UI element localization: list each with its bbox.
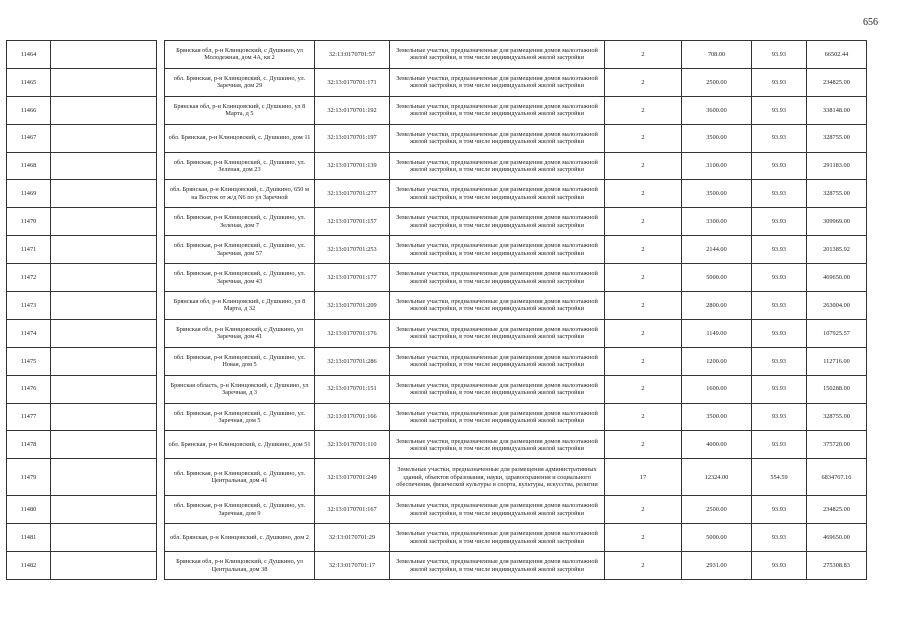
area-cell: 1149.00 — [682, 319, 752, 347]
area-cell: 2500.00 — [682, 68, 752, 96]
blank-cell — [51, 180, 157, 208]
land-category-cell: Земельные участки, предназначенные для размещения домов малоэтажной жилой застройки, в том числе индивидуальной жилой застройки — [390, 552, 605, 580]
group-cell: 2 — [605, 68, 682, 96]
table-row — [7, 264, 867, 292]
gap-cell — [157, 496, 165, 524]
rate-cell: 93.93 — [752, 124, 807, 152]
gap-cell — [157, 459, 165, 496]
cadastral-value-cell: 150288.00 — [807, 375, 867, 403]
cadastral-number-cell: 32:13:0170701:139 — [315, 152, 390, 180]
group-cell: 2 — [605, 496, 682, 524]
rate-cell: 93.93 — [752, 319, 807, 347]
land-category-cell: Земельные участки, предназначенные для размещения домов малоэтажной жилой застройки, в том числе индивидуальной жилой застройки — [390, 264, 605, 292]
area-cell: 2931.00 — [682, 552, 752, 580]
address-cell: обл. Брянская, р-н Клинцовский, с. Душкино, ул. Заречная, дом 5 — [165, 403, 315, 431]
row-id-cell: 11474 — [7, 319, 51, 347]
cadastral-value-cell: 6834767.16 — [807, 459, 867, 496]
blank-cell — [51, 496, 157, 524]
cadastral-number-cell: 32:13:0170701:57 — [315, 41, 390, 69]
cadastral-number-cell: 32:13:0170701:167 — [315, 496, 390, 524]
rate-cell: 93.93 — [752, 96, 807, 124]
cadastral-number-cell: 32:13:0170701:197 — [315, 124, 390, 152]
land-category-cell: Земельные участки, предназначенные для размещения административных зданий, объектов образования, науки, здравоохранения и социального обеспечения, физической культуры и спорта, культуры, искусства, религии — [390, 459, 605, 496]
cadastral-value-cell: 275308.83 — [807, 552, 867, 580]
gap-cell — [157, 208, 165, 236]
table-row — [7, 459, 867, 496]
row-id-cell: 11464 — [7, 41, 51, 69]
row-id-cell: 11477 — [7, 403, 51, 431]
cadastral-number-cell: 32:13:0170701:277 — [315, 180, 390, 208]
rate-cell: 93.93 — [752, 41, 807, 69]
cadastral-number-cell: 32:13:0170701:151 — [315, 375, 390, 403]
address-cell: обл. Брянская, р-н Клинцовский, с. Душкино, ул. Заречная, дом 29 — [165, 68, 315, 96]
table-row — [7, 319, 867, 347]
address-cell: Брянская обл, р-н Клинцовский, с Душкино, ул Заречная, дом 41 — [165, 319, 315, 347]
land-category-cell: Земельные участки, предназначенные для размещения домов малоэтажной жилой застройки, в том числе индивидуальной жилой застройки — [390, 41, 605, 69]
group-cell: 2 — [605, 431, 682, 459]
blank-cell — [51, 524, 157, 552]
gap-cell — [157, 403, 165, 431]
blank-cell — [51, 375, 157, 403]
land-category-cell: Земельные участки, предназначенные для размещения домов малоэтажной жилой застройки, в том числе индивидуальной жилой застройки — [390, 496, 605, 524]
row-id-cell: 11479 — [7, 459, 51, 496]
cadastral-value-cell: 328755.00 — [807, 124, 867, 152]
group-cell: 2 — [605, 319, 682, 347]
group-cell: 2 — [605, 375, 682, 403]
land-category-cell: Земельные участки, предназначенные для размещения домов малоэтажной жилой застройки, в том числе индивидуальной жилой застройки — [390, 403, 605, 431]
cadastral-value-table — [6, 40, 867, 580]
gap-cell — [157, 180, 165, 208]
rate-cell: 93.93 — [752, 524, 807, 552]
area-cell: 12324.00 — [682, 459, 752, 496]
table-row — [7, 124, 867, 152]
cadastral-value-cell: 309969.00 — [807, 208, 867, 236]
land-category-cell: Земельные участки, предназначенные для размещения домов малоэтажной жилой застройки, в том числе индивидуальной жилой застройки — [390, 152, 605, 180]
blank-cell — [51, 552, 157, 580]
row-id-cell: 11480 — [7, 496, 51, 524]
cadastral-value-cell: 66502.44 — [807, 41, 867, 69]
area-cell: 1200.00 — [682, 347, 752, 375]
area-cell: 5000.00 — [682, 524, 752, 552]
gap-cell — [157, 292, 165, 320]
cadastral-value-cell: 263004.00 — [807, 292, 867, 320]
area-cell: 708.00 — [682, 41, 752, 69]
row-id-cell: 11478 — [7, 431, 51, 459]
blank-cell — [51, 208, 157, 236]
cadastral-number-cell: 32:13:0170701:249 — [315, 459, 390, 496]
table-row — [7, 375, 867, 403]
rate-cell: 93.93 — [752, 375, 807, 403]
rate-cell: 554.59 — [752, 459, 807, 496]
group-cell: 2 — [605, 180, 682, 208]
group-cell: 2 — [605, 524, 682, 552]
rate-cell: 93.93 — [752, 236, 807, 264]
address-cell: обл. Брянская, р-н Клинцовский, с. Душкино, ул. Зеленая, дом 7 — [165, 208, 315, 236]
group-cell: 2 — [605, 236, 682, 264]
cadastral-number-cell: 32:13:0170701:110 — [315, 431, 390, 459]
blank-cell — [51, 264, 157, 292]
address-cell: обл. Брянская, р-н Клинцовский, с. Душкино, ул. Центральная, дом 41 — [165, 459, 315, 496]
gap-cell — [157, 41, 165, 69]
row-id-cell: 11469 — [7, 180, 51, 208]
cadastral-number-cell: 32:13:0170701:286 — [315, 347, 390, 375]
cadastral-number-cell: 32:13:0170701:157 — [315, 208, 390, 236]
gap-cell — [157, 264, 165, 292]
cadastral-value-cell: 234825.00 — [807, 496, 867, 524]
row-id-cell: 11465 — [7, 68, 51, 96]
address-cell: обл. Брянская, р-н Клинцовский, с. Душкино, дом 11 — [165, 124, 315, 152]
cadastral-value-cell: 328755.00 — [807, 180, 867, 208]
blank-cell — [51, 403, 157, 431]
table-row — [7, 524, 867, 552]
gap-cell — [157, 347, 165, 375]
row-id-cell: 11476 — [7, 375, 51, 403]
cadastral-number-cell: 32:13:0170701:209 — [315, 292, 390, 320]
gap-cell — [157, 431, 165, 459]
area-cell: 2500.00 — [682, 496, 752, 524]
blank-cell — [51, 459, 157, 496]
land-category-cell: Земельные участки, предназначенные для размещения домов малоэтажной жилой застройки, в том числе индивидуальной жилой застройки — [390, 347, 605, 375]
gap-cell — [157, 375, 165, 403]
table-body — [7, 41, 867, 580]
rate-cell: 93.93 — [752, 431, 807, 459]
area-cell: 2144.00 — [682, 236, 752, 264]
group-cell: 2 — [605, 41, 682, 69]
area-cell: 3300.00 — [682, 208, 752, 236]
blank-cell — [51, 41, 157, 69]
cadastral-value-cell: 469650.00 — [807, 524, 867, 552]
rate-cell: 93.93 — [752, 347, 807, 375]
area-cell: 5000.00 — [682, 264, 752, 292]
table-row — [7, 208, 867, 236]
cadastral-number-cell: 32:13:0170701:29 — [315, 524, 390, 552]
gap-cell — [157, 68, 165, 96]
page-number: 656 — [863, 17, 878, 28]
land-category-cell: Земельные участки, предназначенные для размещения домов малоэтажной жилой застройки, в том числе индивидуальной жилой застройки — [390, 319, 605, 347]
table-row — [7, 431, 867, 459]
address-cell: Брянская обл, р-н Клинцовский, с Душкино, ул Центральная, дом 38 — [165, 552, 315, 580]
cadastral-number-cell: 32:13:0170701:17 — [315, 552, 390, 580]
gap-cell — [157, 96, 165, 124]
table-row — [7, 41, 867, 69]
land-category-cell: Земельные участки, предназначенные для размещения домов малоэтажной жилой застройки, в том числе индивидуальной жилой застройки — [390, 375, 605, 403]
cadastral-number-cell: 32:13:0170701:177 — [315, 264, 390, 292]
table-row — [7, 552, 867, 580]
cadastral-number-cell: 32:13:0170701:253 — [315, 236, 390, 264]
land-category-cell: Земельные участки, предназначенные для размещения домов малоэтажной жилой застройки, в том числе индивидуальной жилой застройки — [390, 208, 605, 236]
table-row — [7, 68, 867, 96]
row-id-cell: 11473 — [7, 292, 51, 320]
cadastral-number-cell: 32:13:0170701:166 — [315, 403, 390, 431]
cadastral-value-cell: 469650.00 — [807, 264, 867, 292]
table-row — [7, 292, 867, 320]
rate-cell: 93.93 — [752, 496, 807, 524]
table-row — [7, 152, 867, 180]
table-row — [7, 496, 867, 524]
group-cell: 2 — [605, 96, 682, 124]
rate-cell: 93.93 — [752, 180, 807, 208]
rate-cell: 93.93 — [752, 264, 807, 292]
table-row — [7, 403, 867, 431]
address-cell: обл. Брянская, р-н Клинцовский, с. Душкино, ул. Зеленая, дом 23 — [165, 152, 315, 180]
blank-cell — [51, 236, 157, 264]
rate-cell: 93.93 — [752, 152, 807, 180]
address-cell: обл. Брянская, р-н Клинцовский, с. Душкино, ул. Заречная, дом 9 — [165, 496, 315, 524]
cadastral-number-cell: 32:13:0170701:192 — [315, 96, 390, 124]
group-cell: 2 — [605, 208, 682, 236]
blank-cell — [51, 68, 157, 96]
blank-cell — [51, 96, 157, 124]
cadastral-value-cell: 234825.00 — [807, 68, 867, 96]
cadastral-value-cell: 107925.57 — [807, 319, 867, 347]
table-row — [7, 236, 867, 264]
land-category-cell: Земельные участки, предназначенные для размещения домов малоэтажной жилой застройки, в том числе индивидуальной жилой застройки — [390, 292, 605, 320]
gap-cell — [157, 124, 165, 152]
area-cell: 3600.00 — [682, 96, 752, 124]
blank-cell — [51, 347, 157, 375]
row-id-cell: 11471 — [7, 236, 51, 264]
address-cell: Брянская обл, р-н Клинцовский, с Душкино, ул 8 Марта, д 5 — [165, 96, 315, 124]
address-cell: Брянская обл, р-н Клинцовский, с Душкино, ул Молодежная, дом 4А, кв 2 — [165, 41, 315, 69]
area-cell: 3500.00 — [682, 180, 752, 208]
rate-cell: 93.93 — [752, 292, 807, 320]
gap-cell — [157, 152, 165, 180]
row-id-cell: 11482 — [7, 552, 51, 580]
address-cell: обл. Брянская, р-н Клинцовский, с. Душкино, ул. Заречная, дом 57 — [165, 236, 315, 264]
rate-cell: 93.93 — [752, 68, 807, 96]
group-cell: 2 — [605, 124, 682, 152]
group-cell: 2 — [605, 403, 682, 431]
table-row — [7, 96, 867, 124]
row-id-cell: 11481 — [7, 524, 51, 552]
address-cell: обл. Брянская, р-н Клинцовский, с. Душкино, дом 51 — [165, 431, 315, 459]
group-cell: 2 — [605, 552, 682, 580]
address-cell: обл. Брянская, р-н Клинцовский, с. Душкино, ул. Новая, дом 5 — [165, 347, 315, 375]
row-id-cell: 11466 — [7, 96, 51, 124]
cadastral-value-cell: 291183.00 — [807, 152, 867, 180]
cadastral-value-cell: 201385.92 — [807, 236, 867, 264]
area-cell: 1600.00 — [682, 375, 752, 403]
rate-cell: 93.93 — [752, 208, 807, 236]
cadastral-value-cell: 112716.00 — [807, 347, 867, 375]
blank-cell — [51, 319, 157, 347]
area-cell: 4000.00 — [682, 431, 752, 459]
row-id-cell: 11470 — [7, 208, 51, 236]
gap-cell — [157, 236, 165, 264]
row-id-cell: 11468 — [7, 152, 51, 180]
land-category-cell: Земельные участки, предназначенные для размещения домов малоэтажной жилой застройки, в том числе индивидуальной жилой застройки — [390, 524, 605, 552]
cadastral-value-cell: 328755.00 — [807, 403, 867, 431]
rate-cell: 93.93 — [752, 552, 807, 580]
address-cell: Брянская обл, р-н Клинцовский, с Душкино, ул 8 Марта, д 32 — [165, 292, 315, 320]
cadastral-value-cell: 338148.00 — [807, 96, 867, 124]
group-cell: 2 — [605, 347, 682, 375]
gap-cell — [157, 319, 165, 347]
row-id-cell: 11467 — [7, 124, 51, 152]
group-cell: 2 — [605, 264, 682, 292]
address-cell: Брянская область, р-н Клинцовский, с Душкино, ул Заречная, д 3 — [165, 375, 315, 403]
cadastral-number-cell: 32:13:0170701:176 — [315, 319, 390, 347]
land-category-cell: Земельные участки, предназначенные для размещения домов малоэтажной жилой застройки, в том числе индивидуальной жилой застройки — [390, 180, 605, 208]
blank-cell — [51, 152, 157, 180]
cadastral-value-cell: 375720.00 — [807, 431, 867, 459]
gap-cell — [157, 524, 165, 552]
address-cell: обл. Брянская, р-н Клинцовский, с. Душкино, ул. Заречная, дом 43 — [165, 264, 315, 292]
land-category-cell: Земельные участки, предназначенные для размещения домов малоэтажной жилой застройки, в том числе индивидуальной жилой застройки — [390, 431, 605, 459]
address-cell: обл. Брянская, р-н Клинцовский, с. Душкино, дом 2 — [165, 524, 315, 552]
row-id-cell: 11475 — [7, 347, 51, 375]
land-category-cell: Земельные участки, предназначенные для размещения домов малоэтажной жилой застройки, в том числе индивидуальной жилой застройки — [390, 68, 605, 96]
table-row — [7, 347, 867, 375]
row-id-cell: 11472 — [7, 264, 51, 292]
address-cell: обл. Брянская, р-н Клинцовский, с. Душкино, 650 м на Восток от ж/д N6 по ул Заречной — [165, 180, 315, 208]
land-category-cell: Земельные участки, предназначенные для размещения домов малоэтажной жилой застройки, в том числе индивидуальной жилой застройки — [390, 96, 605, 124]
land-category-cell: Земельные участки, предназначенные для размещения домов малоэтажной жилой застройки, в том числе индивидуальной жилой застройки — [390, 124, 605, 152]
area-cell: 3100.00 — [682, 152, 752, 180]
area-cell: 2800.00 — [682, 292, 752, 320]
blank-cell — [51, 292, 157, 320]
rate-cell: 93.93 — [752, 403, 807, 431]
table-row — [7, 180, 867, 208]
blank-cell — [51, 124, 157, 152]
group-cell: 17 — [605, 459, 682, 496]
area-cell: 3500.00 — [682, 403, 752, 431]
area-cell: 3500.00 — [682, 124, 752, 152]
gap-cell — [157, 552, 165, 580]
cadastral-number-cell: 32:13:0170701:171 — [315, 68, 390, 96]
land-category-cell: Земельные участки, предназначенные для размещения домов малоэтажной жилой застройки, в том числе индивидуальной жилой застройки — [390, 236, 605, 264]
blank-cell — [51, 431, 157, 459]
group-cell: 2 — [605, 292, 682, 320]
group-cell: 2 — [605, 152, 682, 180]
